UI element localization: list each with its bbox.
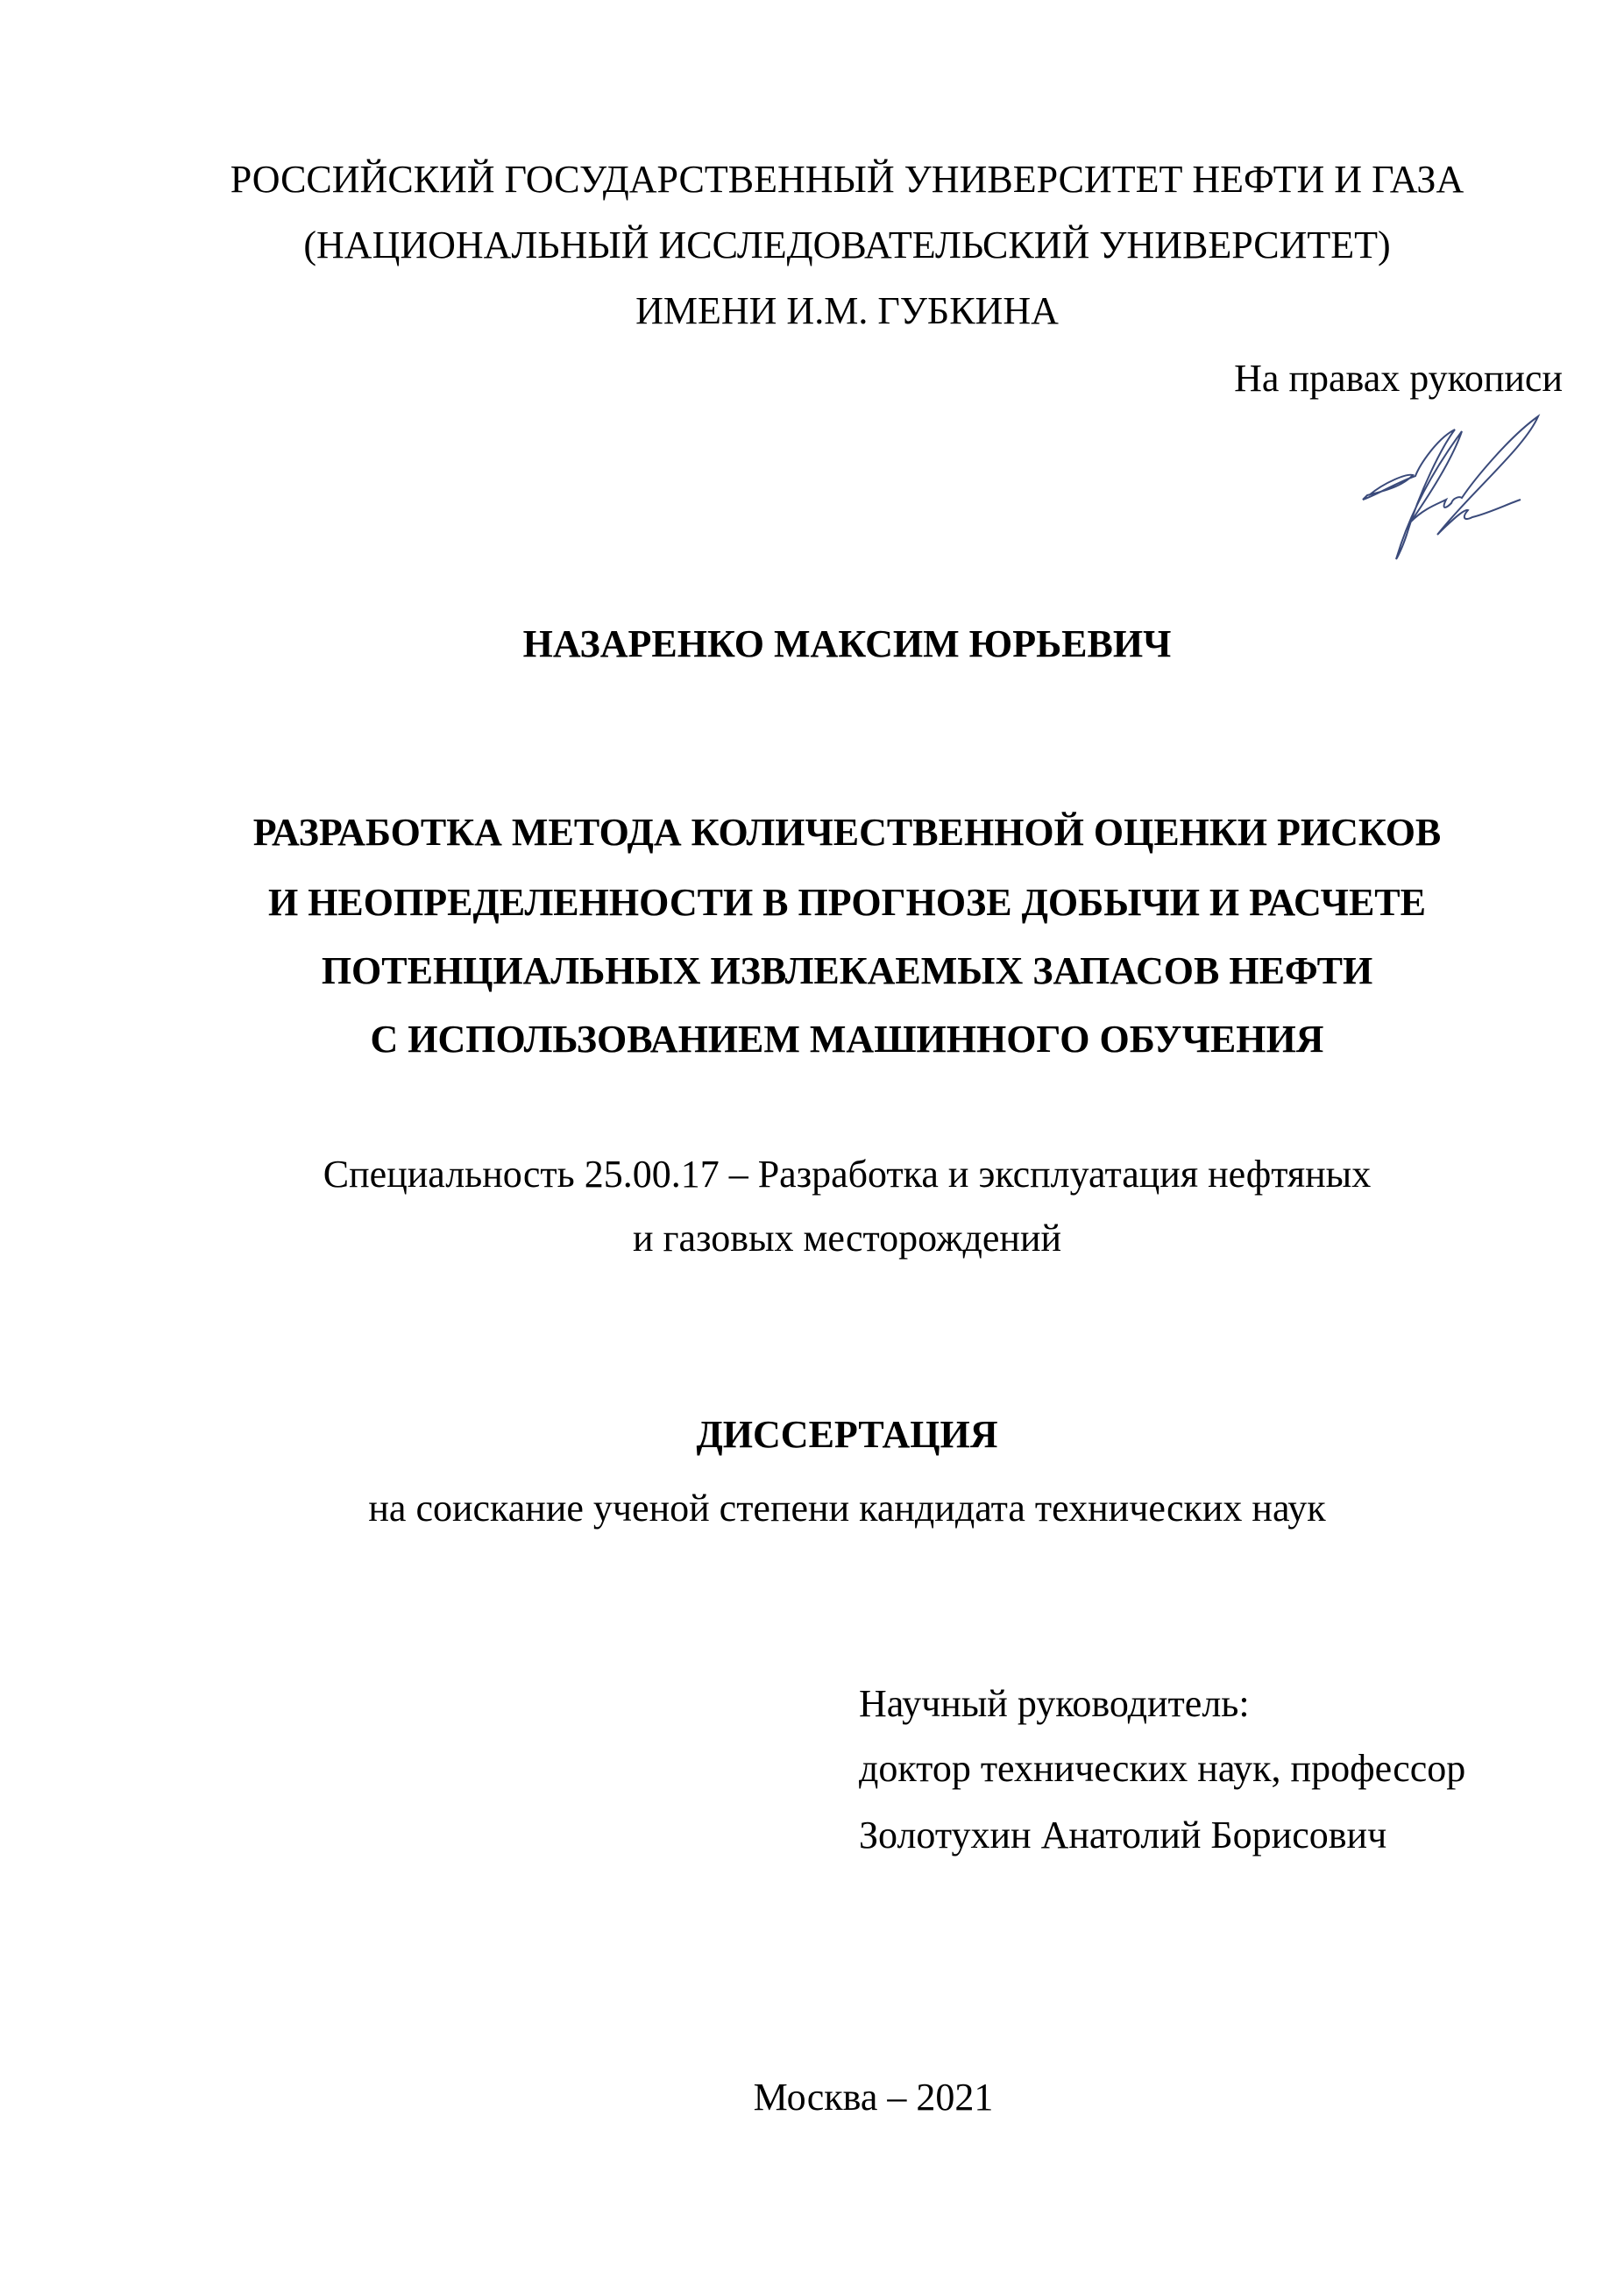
supervisor-degree: доктор технических наук, профессор	[859, 1747, 1466, 1790]
university-name-line2: (НАЦИОНАЛЬНЫЙ ИССЛЕДОВАТЕЛЬСКИЙ УНИВЕРСИТЕТ)	[303, 224, 1391, 266]
university-name-line3: ИМЕНИ И.М. ГУБКИНА	[635, 289, 1059, 332]
supervisor-label: Научный руководитель:	[859, 1682, 1250, 1725]
thesis-title-line: РАЗРАБОТКА МЕТОДА КОЛИЧЕСТВЕННОЙ ОЦЕНКИ РИСКОВ	[252, 811, 1442, 854]
signature-icon	[1358, 412, 1551, 561]
manuscript-note: На правах рукописи	[1234, 357, 1563, 400]
city-year: Москва – 2021	[753, 2076, 994, 2119]
specialty-line1: Специальность 25.00.17 – Разработка и эксплуатация нефтяных	[323, 1153, 1372, 1196]
thesis-title-line: И НЕОПРЕДЕЛЕННОСТИ В ПРОГНОЗЕ ДОБЫЧИ И РАСЧЕТЕ	[267, 881, 1426, 924]
degree-line: на соискание ученой степени кандидата технических наук	[368, 1487, 1326, 1530]
author-name: НАЗАРЕНКО МАКСИМ ЮРЬЕВИЧ	[522, 622, 1172, 665]
thesis-title-line: ПОТЕНЦИАЛЬНЫХ ИЗВЛЕКАЕМЫХ ЗАПАСОВ НЕФТИ	[321, 949, 1373, 992]
signature-stroke	[1363, 416, 1538, 559]
thesis-title-line: С ИСПОЛЬЗОВАНИЕМ МАШИННОГО ОБУЧЕНИЯ	[370, 1018, 1324, 1061]
university-name-line1: РОССИЙСКИЙ ГОСУДАРСТВЕННЫЙ УНИВЕРСИТЕТ НЕФТИ И ГАЗА	[230, 158, 1464, 201]
supervisor-name: Золотухин Анатолий Борисович	[859, 1814, 1387, 1856]
work-type-label: ДИССЕРТАЦИЯ	[696, 1413, 998, 1456]
specialty-line2: и газовых месторождений	[632, 1217, 1062, 1260]
